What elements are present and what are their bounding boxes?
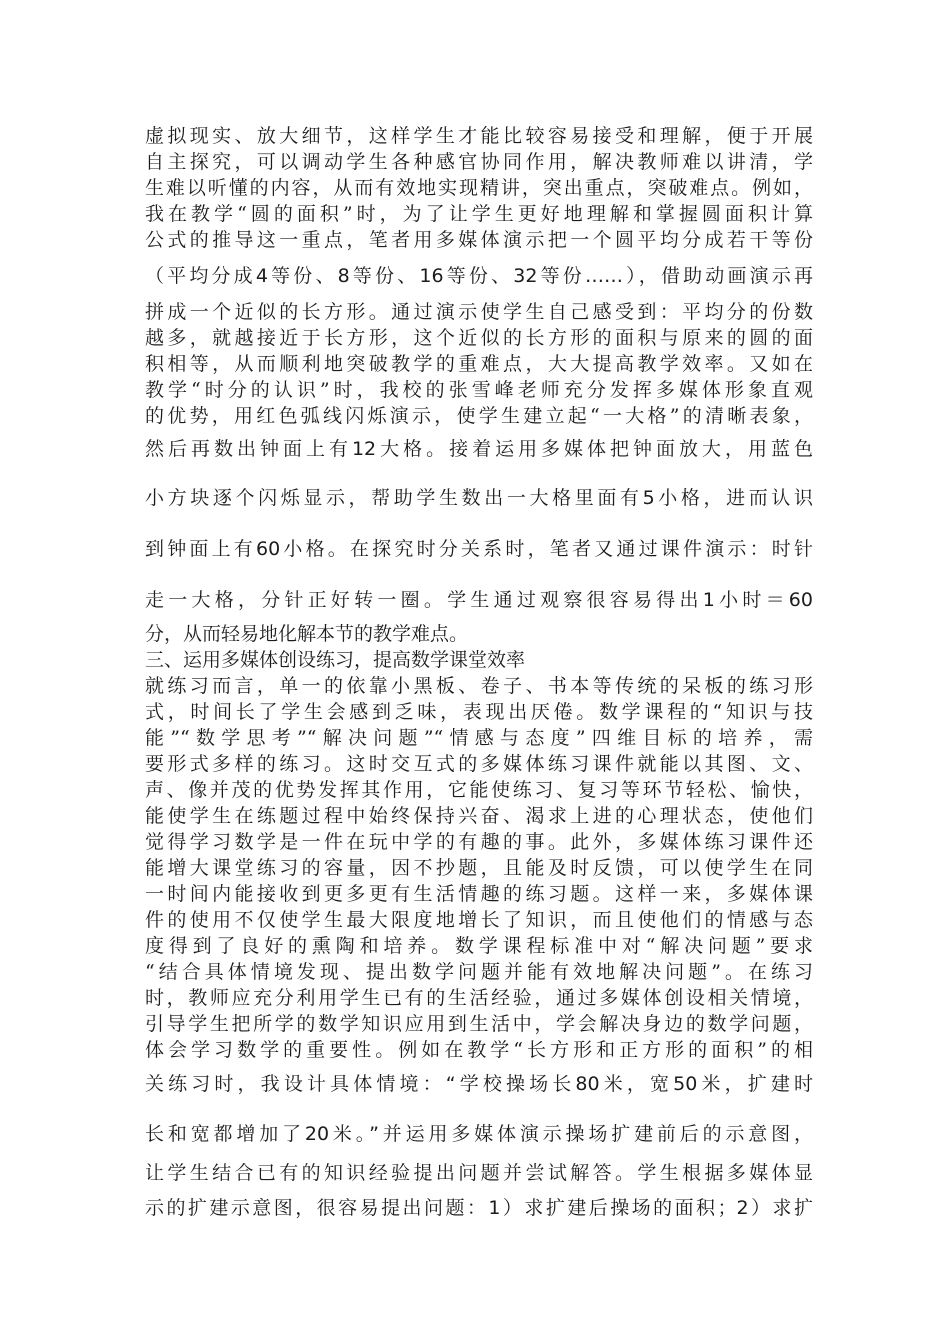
text-line: 体会学习数学的重要性。例如在教学“长方形和正方形的面积”的相 bbox=[145, 1039, 813, 1061]
text-line: 能增大课堂练习的容量，因不抄题，且能及时反馈，可以使学生在同 bbox=[145, 857, 813, 879]
text-line: 示的扩建示意图，很容易提出问题：1）求扩建后操场的面积；2）求扩 bbox=[145, 1197, 813, 1219]
text-line: 就练习而言，单一的依靠小黑板、卷子、书本等传统的呆板的练习形 bbox=[145, 675, 813, 697]
text-line: 一时间内能接收到更多更有生活情趣的练习题。这样一来，多媒体课 bbox=[145, 883, 813, 905]
text-line: 声、像并茂的优势发挥其作用，它能使练习、复习等环节轻松、愉快， bbox=[145, 779, 813, 801]
text-line: 关练习时，我设计具体情境：“学校操场长80米，宽50米，扩建时 bbox=[145, 1073, 813, 1095]
text-line: 时，教师应充分利用学生已有的生活经验，通过多媒体创设相关情境， bbox=[145, 987, 813, 1009]
text-line: 能使学生在练题过程中始终保持兴奋、渴求上进的心理状态，使他们 bbox=[145, 805, 813, 827]
text-line: 教学“时分的认识”时，我校的张雪峰老师充分发挥多媒体形象直观 bbox=[145, 379, 813, 401]
text-line: 分，从而轻易地化解本节的教学难点。 bbox=[145, 623, 469, 645]
text-line: 公式的推导这一重点，笔者用多媒体演示把一个圆平均分成若干等份 bbox=[145, 229, 813, 251]
text-line: 越多，就越接近于长方形，这个近似的长方形的面积与原来的圆的面 bbox=[145, 327, 813, 349]
section-heading: 三、运用多媒体创设练习，提高数学课堂效率 bbox=[145, 649, 526, 671]
text-line: 长和宽都增加了20米。”并运用多媒体演示操场扩建前后的示意图， bbox=[145, 1123, 813, 1145]
text-line: 我在教学“圆的面积”时，为了让学生更好地理解和掌握圆面积计算 bbox=[145, 203, 813, 225]
text-line: 小方块逐个闪烁显示，帮助学生数出一大格里面有5小格，进而认识 bbox=[145, 487, 813, 509]
text-line: 件的使用不仅使学生最大限度地增长了知识，而且使他们的情感与态 bbox=[145, 909, 813, 931]
text-line: 式，时间长了学生会感到乏味，表现出厌倦。数学课程的“知识与技 bbox=[145, 701, 813, 723]
text-line: （平均分成4等份、8等份、16等份、32等份……），借助动画演示再 bbox=[145, 265, 813, 287]
text-line: 然后再数出钟面上有12大格。接着运用多媒体把钟面放大，用蓝色 bbox=[145, 438, 813, 460]
text-line: 能”“数学思考”“解决问题”“情感与态度”四维目标的培养，需 bbox=[145, 727, 813, 749]
text-line: “结合具体情境发现、提出数学问题并能有效地解决问题”。在练习 bbox=[145, 961, 813, 983]
text-line: 引导学生把所学的数学知识应用到生活中，学会解决身边的数学问题， bbox=[145, 1013, 813, 1035]
text-line: 自主探究，可以调动学生各种感官协同作用，解决教师难以讲清，学 bbox=[145, 151, 813, 173]
text-line: 走一大格，分针正好转一圈。学生通过观察很容易得出1小时＝60 bbox=[145, 589, 813, 611]
text-line: 觉得学习数学是一件在玩中学的有趣的事。此外，多媒体练习课件还 bbox=[145, 831, 813, 853]
text-line: 要形式多样的练习。这时交互式的多媒体练习课件就能以其图、文、 bbox=[145, 753, 813, 775]
text-line: 生难以听懂的内容，从而有效地实现精讲，突出重点，突破难点。例如， bbox=[145, 177, 813, 199]
text-line: 让学生结合已有的知识经验提出问题并尝试解答。学生根据多媒体显 bbox=[145, 1162, 813, 1184]
text-line: 积相等，从而顺利地突破教学的重难点，大大提高教学效率。又如在 bbox=[145, 353, 813, 375]
text-line: 虚拟现实、放大细节，这样学生才能比较容易接受和理解，便于开展 bbox=[145, 125, 813, 147]
text-line: 度得到了良好的熏陶和培养。数学课程标准中对“解决问题”要求 bbox=[145, 935, 813, 957]
text-line: 到钟面上有60小格。在探究时分关系时，笔者又通过课件演示：时针 bbox=[145, 538, 813, 560]
text-line: 拼成一个近似的长方形。通过演示使学生自己感受到：平均分的份数 bbox=[145, 301, 813, 323]
text-line: 的优势，用红色弧线闪烁演示，使学生建立起“一大格”的清晰表象， bbox=[145, 405, 813, 427]
